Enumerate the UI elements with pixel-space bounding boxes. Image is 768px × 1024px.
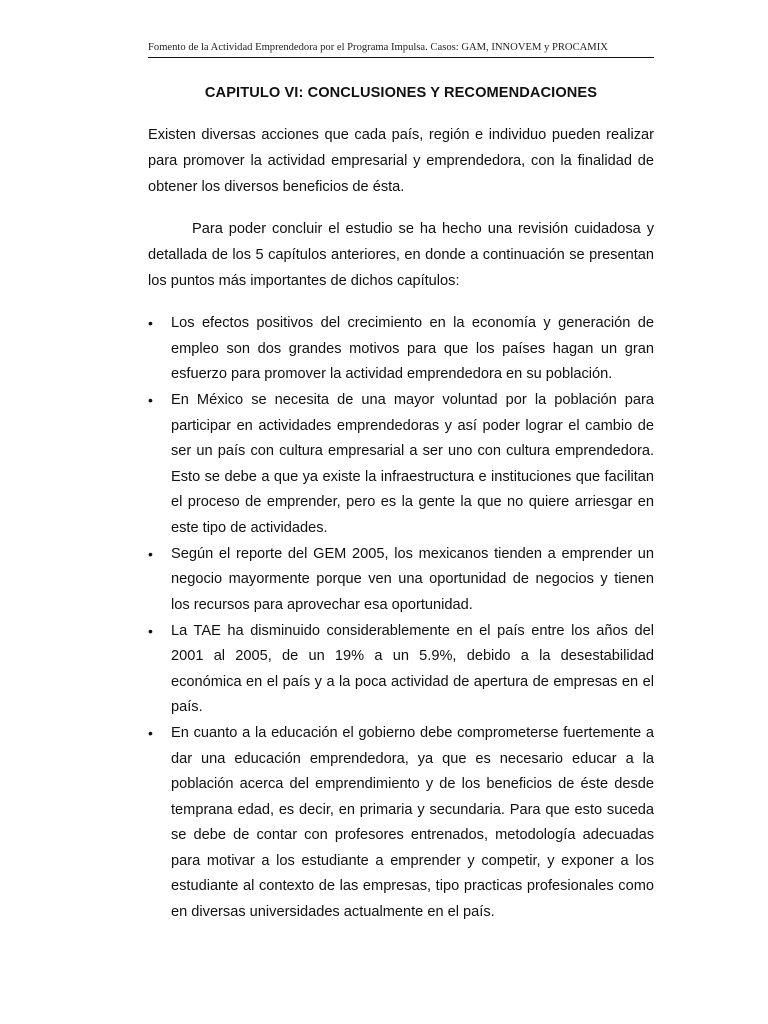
- list-item-text: En México se necesita de una mayor voluntad por la población para participar en actividades emprendedoras y así poder lograr el cambio de ser un país con cultura empresarial a ser uno con cultura emprendedora. Esto se debe a que ya existe la infraestructura e instituciones que facilitan el proceso de emprender, pero es la gente la que no quiere arriesgar en este tipo de actividades.: [171, 392, 654, 536]
- list-item: [148, 721, 654, 925]
- summary-paragraph: Para poder concluir el estudio se ha hecho una revisión cuidadosa y detallada de los 5 capítulos anteriores, en donde a continuación se presentan los puntos más importantes de dichos capítulos:: [148, 221, 654, 289]
- list-item-text: La TAE ha disminuido considerablemente en el país entre los años del 2001 al 2005, de un 19% a un 5.9%, debido a la desestabilidad económica en el país y a la poca actividad de apertura de empresas en el país.: [171, 622, 654, 715]
- bullet-icon: •: [148, 392, 153, 408]
- running-header: Fomento de la Actividad Emprendedora por el Programa Impulsa. Casos: GAM, INNOVEM y PROCAMIX: [148, 42, 608, 53]
- list-item: [148, 619, 654, 721]
- chapter-title: CAPITULO VI: CONCLUSIONES Y RECOMENDACIONES: [204, 85, 598, 101]
- header-rule: [148, 57, 654, 58]
- bullet-icon: •: [148, 622, 153, 639]
- list-item-text: Según el reporte del GEM 2005, los mexicanos tienden a emprender un negocio mayormente porque ven una oportunidad de negocios y tienen los recursos para aprovechar esa oportunidad.: [171, 545, 654, 613]
- list-item-text: En cuanto a la educación el gobierno debe comprometerse fuertemente a dar una educación emprendedora, ya que es necesario educar a la población acerca del emprendimiento y de los beneficios de éste desde temprana edad, es decir, en primaria y secundaria. Para que esto suceda se debe de contar con profesores entrenados, metodología adecuadas para motivar a los estudiante a emprender y competir, y exponer a los estudiante al contexto de las empresas, tipo practicas profesionales como en diversas universidades actualmente en el país.: [171, 725, 654, 920]
- bullet-icon: •: [148, 545, 153, 562]
- conclusions-list: [148, 311, 654, 926]
- bullet-icon: •: [148, 315, 153, 331]
- list-item: [148, 388, 654, 541]
- list-item-text: Los efectos positivos del crecimiento en la economía y generación de empleo son dos grandes motivos para que los países hagan un gran esfuerzo para promover la actividad emprendedora en su población.: [171, 315, 654, 382]
- list-item: [148, 542, 654, 619]
- bullet-icon: •: [148, 725, 153, 741]
- intro-paragraph: Existen diversas acciones que cada país, región e individuo pueden realizar para promover la actividad empresarial y emprendedora, con la finalidad de obtener los diversos beneficios de ésta.: [148, 127, 654, 195]
- list-item: [148, 311, 654, 388]
